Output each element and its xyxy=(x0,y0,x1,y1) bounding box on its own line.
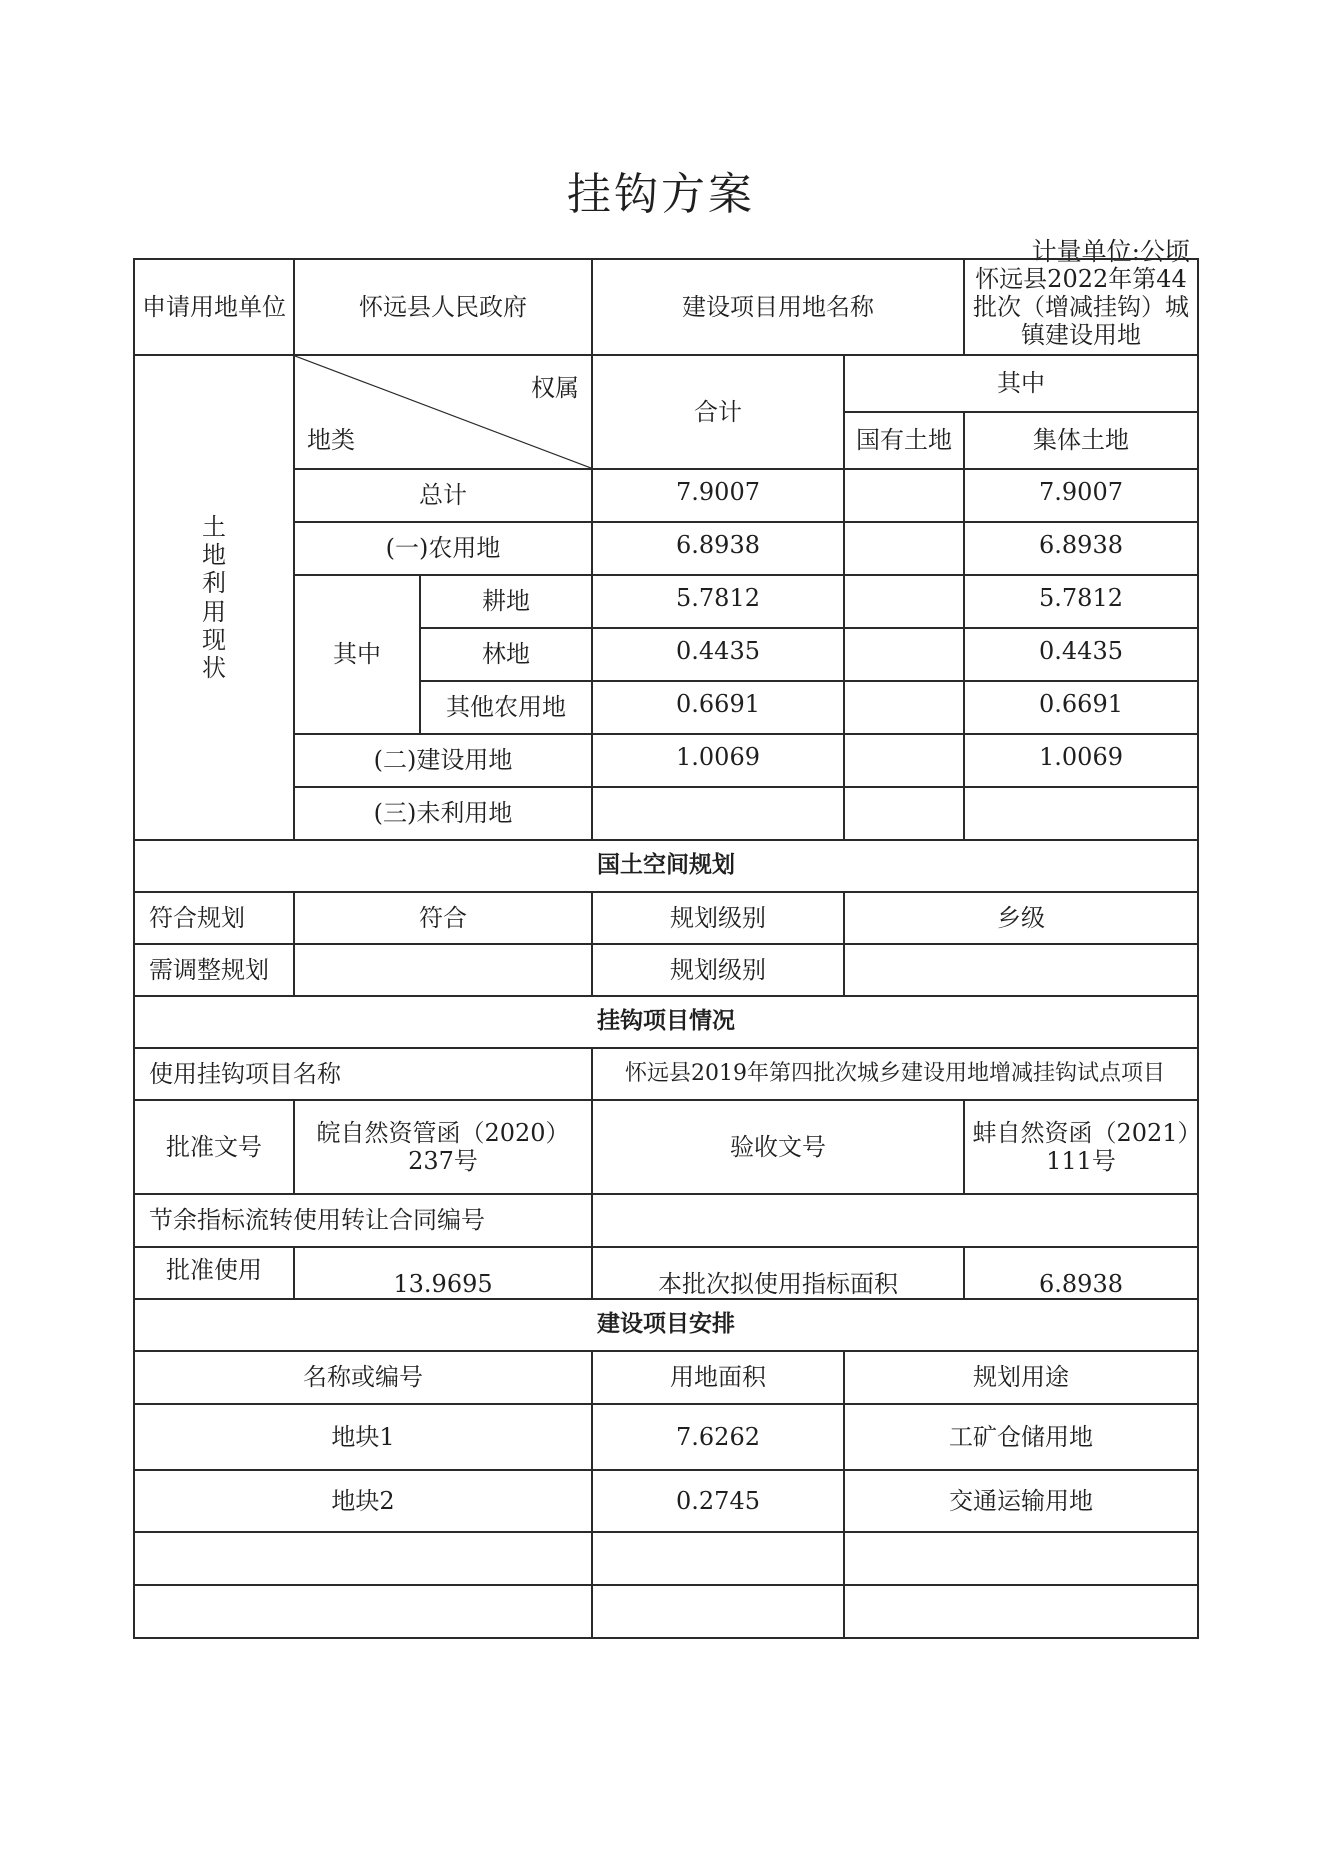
level-label: 规划级别 xyxy=(592,892,844,944)
linked-name-row xyxy=(134,1048,1198,1100)
contract-row xyxy=(134,1194,1198,1247)
row-construction-state xyxy=(844,734,964,787)
project-name-label: 建设项目用地名称 xyxy=(592,259,964,355)
arrangement-cell-area: 0.2745 xyxy=(592,1470,844,1532)
linkage-plan-table xyxy=(133,258,1199,1639)
arrangement-row xyxy=(134,1585,1198,1638)
land-use-header-row xyxy=(134,355,1198,412)
row-arable xyxy=(134,575,1198,628)
arrangement-row xyxy=(134,1532,1198,1585)
land-use-section-label: 土地利用现状 xyxy=(134,355,294,840)
row-forest-state xyxy=(844,628,964,681)
adjust-level-value xyxy=(844,944,1198,996)
document-title: 挂钩方案 xyxy=(567,169,755,220)
row-unused-label: (三)未利用地 xyxy=(294,787,592,840)
planning-adjust-row xyxy=(134,944,1198,996)
row-construction-label: (二)建设用地 xyxy=(294,734,592,787)
linked-approval-row xyxy=(134,1100,1198,1194)
batch-area-label: 本批次拟使用指标面积 xyxy=(592,1247,964,1299)
conform-label: 符合规划 xyxy=(134,892,294,944)
row-other-agri-state xyxy=(844,681,964,734)
project-name-value: 怀远县2022年第44批次（增减挂钩）城镇建设用地 xyxy=(964,259,1198,355)
row-unused xyxy=(134,787,1198,840)
row-total-total: 7.9007 xyxy=(592,469,844,522)
approved-use-label: 批准使用 xyxy=(134,1247,294,1299)
arrangement-row xyxy=(134,1404,1198,1470)
row-other-agri-collective: 0.6691 xyxy=(964,681,1198,734)
planning-conform-row xyxy=(134,892,1198,944)
row-construction-total: 1.0069 xyxy=(592,734,844,787)
row-construction-collective: 1.0069 xyxy=(964,734,1198,787)
arrangement-cell-area: 7.6262 xyxy=(592,1404,844,1470)
arrangement-header-row xyxy=(134,1351,1198,1404)
row-agri-total: 6.8938 xyxy=(592,522,844,575)
row-agri xyxy=(134,522,1198,575)
arrangement-cell-name: 地块2 xyxy=(134,1470,592,1532)
row-total xyxy=(134,469,1198,522)
arrangement-cell-area xyxy=(592,1532,844,1585)
approved-use-row xyxy=(134,1247,1198,1299)
linked-name-value: 怀远县2019年第四批次城乡建设用地增减挂钩试点项目 xyxy=(592,1048,1198,1100)
diag-ownership-label: 权属 xyxy=(531,374,579,402)
diagonal-header-cell xyxy=(294,355,592,469)
linked-section-title: 挂钩项目情况 xyxy=(134,996,1198,1048)
arrangement-section-title: 建设项目安排 xyxy=(134,1299,1198,1351)
linked-name-label: 使用挂钩项目名称 xyxy=(134,1048,592,1100)
row-arable-total: 5.7812 xyxy=(592,575,844,628)
row-unused-collective xyxy=(964,787,1198,840)
applicant-value: 怀远县人民政府 xyxy=(294,259,592,355)
arrangement-cell-use: 交通运输用地 xyxy=(844,1470,1198,1532)
arrangement-header-use: 规划用途 xyxy=(844,1351,1198,1404)
col-among-header: 其中 xyxy=(844,355,1198,412)
row-forest-collective: 0.4435 xyxy=(964,628,1198,681)
acceptance-label: 验收文号 xyxy=(592,1100,964,1194)
row-forest-total: 0.4435 xyxy=(592,628,844,681)
row-arable-state xyxy=(844,575,964,628)
diag-landtype-label: 地类 xyxy=(307,425,355,454)
arrangement-cell-use xyxy=(844,1532,1198,1585)
approved-use-value: 13.9695 xyxy=(294,1247,592,1299)
row-arable-label: 耕地 xyxy=(420,575,592,628)
row-agri-collective: 6.8938 xyxy=(964,522,1198,575)
approval-label: 批准文号 xyxy=(134,1100,294,1194)
row-forest-label: 林地 xyxy=(420,628,592,681)
col-total-header: 合计 xyxy=(592,355,844,469)
conform-value: 符合 xyxy=(294,892,592,944)
row-unused-state xyxy=(844,787,964,840)
col-state-header: 国有土地 xyxy=(844,412,964,469)
row-total-collective: 7.9007 xyxy=(964,469,1198,522)
arrangement-row xyxy=(134,1470,1198,1532)
batch-area-value: 6.8938 xyxy=(964,1247,1198,1299)
row-other-agri-label: 其他农用地 xyxy=(420,681,592,734)
arrangement-header-name: 名称或编号 xyxy=(134,1351,592,1404)
row-other-agri-total: 0.6691 xyxy=(592,681,844,734)
col-collective-header: 集体土地 xyxy=(964,412,1198,469)
level-value: 乡级 xyxy=(844,892,1198,944)
row-total-label: 总计 xyxy=(294,469,592,522)
adjust-level-label: 规划级别 xyxy=(592,944,844,996)
row-arable-collective: 5.7812 xyxy=(964,575,1198,628)
contract-value xyxy=(592,1194,1198,1247)
arrangement-cell-name: 地块1 xyxy=(134,1404,592,1470)
among-label: 其中 xyxy=(294,575,420,734)
approval-value: 皖自然资管函（2020）237号 xyxy=(294,1100,592,1194)
unit-label: 计量单位:公顷 xyxy=(1031,237,1190,266)
adjust-value xyxy=(294,944,592,996)
row-agri-label: (一)农用地 xyxy=(294,522,592,575)
header-row xyxy=(134,259,1198,355)
arrangement-cell-use xyxy=(844,1585,1198,1638)
acceptance-value: 蚌自然资函（2021）111号 xyxy=(964,1100,1198,1194)
applicant-label: 申请用地单位 xyxy=(134,259,294,355)
arrangement-cell-name xyxy=(134,1585,592,1638)
planning-section-row xyxy=(134,840,1198,892)
contract-label: 节余指标流转使用转让合同编号 xyxy=(134,1194,592,1247)
row-unused-total xyxy=(592,787,844,840)
arrangement-header-area: 用地面积 xyxy=(592,1351,844,1404)
planning-section-title: 国土空间规划 xyxy=(134,840,1198,892)
row-total-state xyxy=(844,469,964,522)
arrangement-cell-name xyxy=(134,1532,592,1585)
adjust-label: 需调整规划 xyxy=(134,944,294,996)
row-construction xyxy=(134,734,1198,787)
row-agri-state xyxy=(844,522,964,575)
arrangement-section-row xyxy=(134,1299,1198,1351)
arrangement-cell-area xyxy=(592,1585,844,1638)
linked-section-row xyxy=(134,996,1198,1048)
arrangement-cell-use: 工矿仓储用地 xyxy=(844,1404,1198,1470)
